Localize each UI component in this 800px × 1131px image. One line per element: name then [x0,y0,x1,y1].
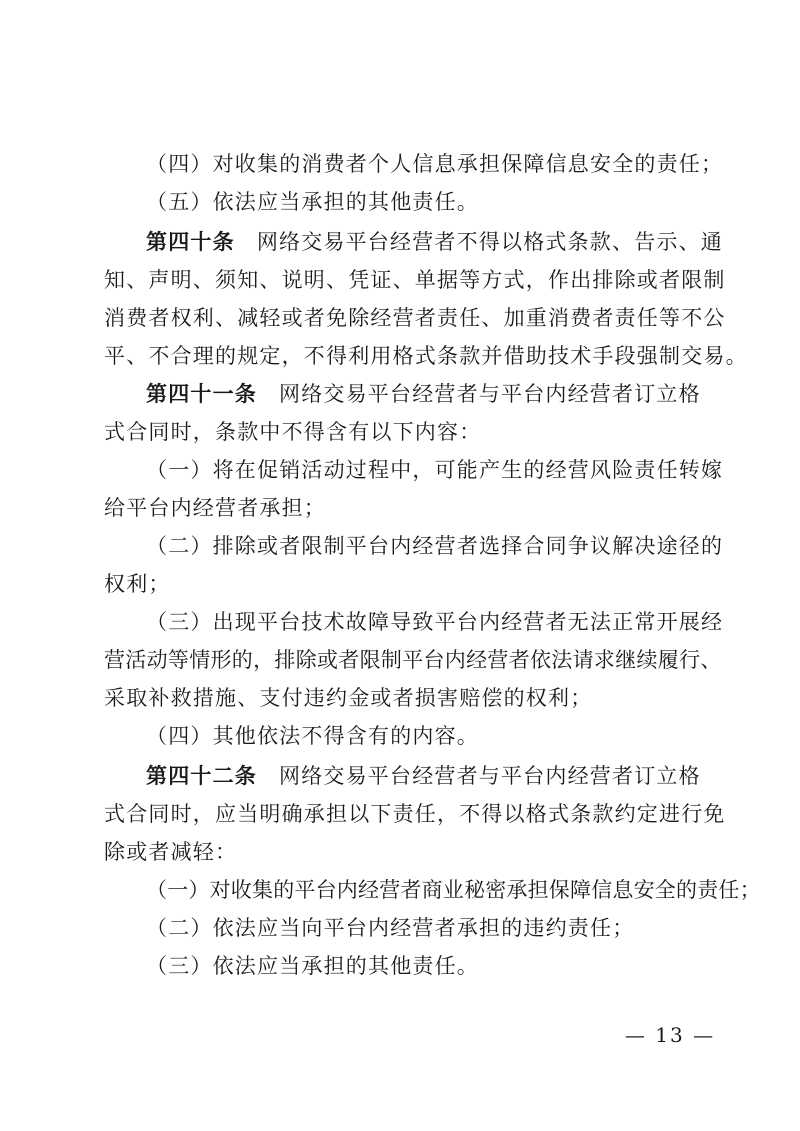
text-line: 式合同时，条款中不得含有以下内容： [104,420,482,444]
text-line: （四）其他依法不得含有的内容。 [146,724,479,748]
text-line: 除或者减轻： [104,840,238,864]
text-line: （一）将在促销活动过程中，可能产生的经营风险责任转嫁 [146,458,724,482]
text-line: 给平台内经营者承担； [104,496,326,520]
text-line: 采取补救措施、支付违约金或者损害赔偿的权利； [104,686,593,710]
text-line: （三）出现平台技术故障导致平台内经营者无法正常开展经 [146,610,724,634]
text-line: 权利； [104,572,171,596]
page-number: — 13 — [624,1023,716,1047]
text-line: 营活动等情形的，排除或者限制平台内经营者依法请求继续履行、 [104,648,722,672]
article-heading-line: 第四十一条 网络交易平台经营者与平台内经营者订立格 [146,382,701,406]
article-label: 第四十一条 [146,382,257,406]
article-label: 第四十条 [146,230,235,254]
article-label: 第四十二条 [146,764,257,788]
text-line: 消费者权利、减轻或者免除经营者责任、加重消费者责任等不公 [104,306,726,330]
article-heading-line: 第四十二条 网络交易平台经营者与平台内经营者订立格 [146,764,701,788]
text-line: 式合同时，应当明确承担以下责任，不得以格式条款约定进行免 [104,802,726,826]
text-line: 平、不合理的规定，不得利用格式条款并借助技术手段强制交易。 [104,344,748,368]
text-line: （二）排除或者限制平台内经营者选择合同争议解决途径的 [146,534,724,558]
article-heading-line: 第四十条 网络交易平台经营者不得以格式条款、告示、通 [146,230,724,254]
text-line: 知、声明、须知、说明、凭证、单据等方式，作出排除或者限制 [104,268,726,292]
text-line: （五）依法应当承担的其他责任。 [146,190,479,214]
text-line: （一）对收集的平台内经营者商业秘密承担保障信息安全的责任； [146,878,761,902]
text-line: （四）对收集的消费者个人信息承担保障信息安全的责任； [146,152,724,176]
text-line: （二）依法应当向平台内经营者承担的违约责任； [146,916,635,940]
text-line: （三）依法应当承担的其他责任。 [146,954,479,978]
